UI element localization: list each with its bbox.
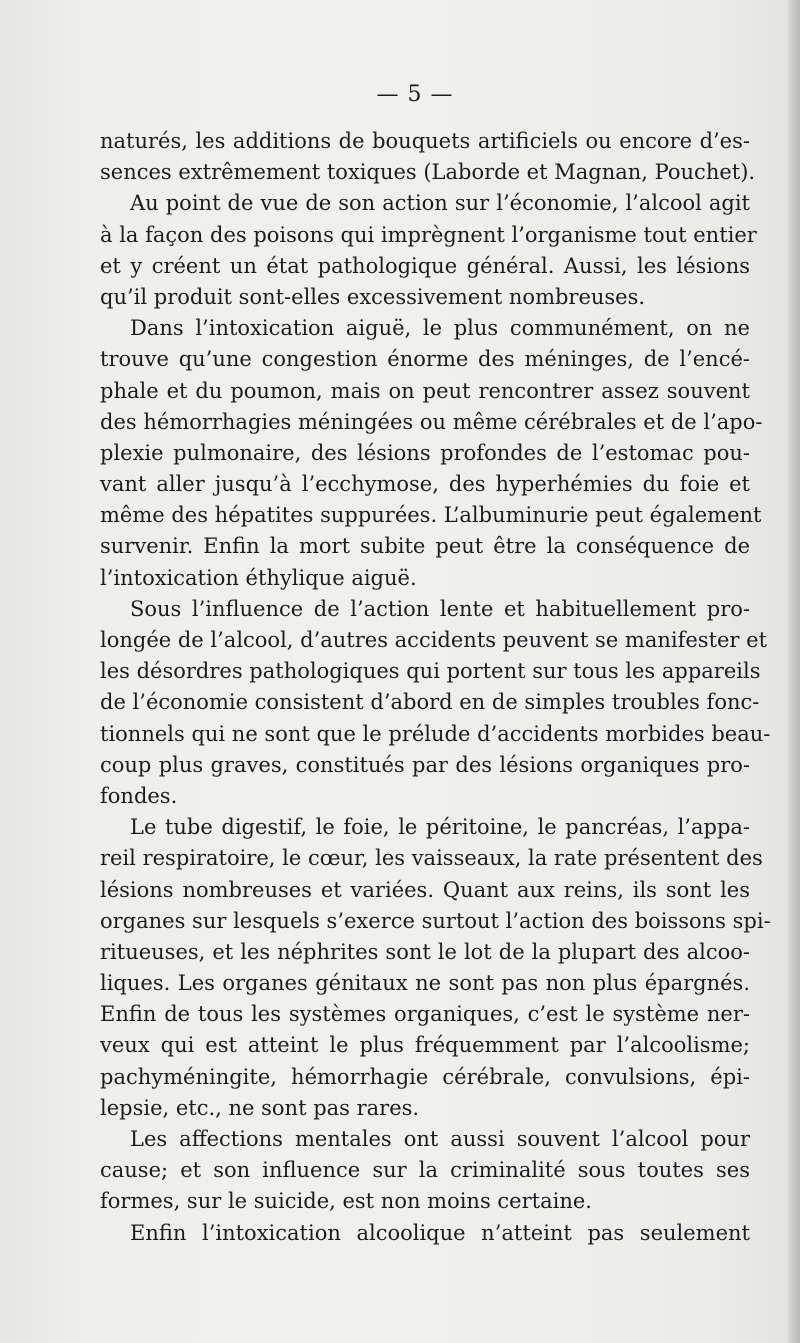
text-line: les désordres pathologiques qui portent sur tous les appareils [100, 659, 761, 684]
text-line: liques. Les organes génitaux ne sont pas non plus épargnés. [100, 971, 750, 996]
text-line: formes, sur le suicide, est non moins certaine. [100, 1189, 592, 1214]
text-line: organes sur lesquels s’exerce surtout l’action des boissons spi- [100, 908, 771, 933]
text-line: l’intoxication éthylique aiguë. [100, 565, 417, 590]
text-line: cause; et son influence sur la criminalité sous toutes ses [100, 1158, 750, 1183]
text-line: Les affections mentales ont aussi souvent l’alcool pour [130, 1127, 750, 1151]
text-line: Sous l’influence de l’action lente et habituellement pro- [130, 596, 750, 621]
page-number: — 5 — [376, 82, 454, 107]
text-line: trouve qu’une congestion énorme des méninges, de l’encé- [100, 347, 750, 372]
text-line: coup plus graves, constitués par des lésions organiques pro- [100, 752, 750, 777]
text-line: Dans l’intoxication aiguë, le plus communément, on ne [130, 316, 750, 341]
text-line: phale et du poumon, mais on peut rencontrer assez souvent [100, 378, 750, 403]
text-line: lepsie, etc., ne sont pas rares. [100, 1095, 420, 1120]
text-line: même des hépatites suppurées. L’albuminurie peut également [100, 503, 762, 528]
text-line: vant aller jusqu’à l’ecchymose, des hyperhémies du foie et [100, 472, 750, 497]
text-line: et y créent un état pathologique général. Aussi, les lésions [100, 253, 750, 278]
text-line: des hémorrhagies méningées ou même cérébrales et de l’apo- [100, 409, 763, 434]
text-line: reil respiratoire, le cœur, les vaisseaux, la rate présentent des [100, 846, 763, 871]
text-line: plexie pulmonaire, des lésions profondes de l’estomac pou- [100, 440, 750, 465]
text-line: survenir. Enfin la mort subite peut être la conséquence de [100, 534, 750, 559]
text-line: naturés, les additions de bouquets artificiels ou encore d’es- [100, 129, 750, 153]
text-line: longée de l’alcool, d’autres accidents peuvent se manifester et [100, 628, 768, 652]
text-line: à la façon des poisons qui imprègnent l’organisme tout entier [100, 222, 757, 247]
text-line: pachyméningite, hémorrhagie cérébrale, convulsions, épi- [100, 1064, 750, 1089]
text-line: tionnels qui ne sont que le prélude d’accidents morbides beau- [100, 721, 771, 746]
body-text [100, 126, 771, 1249]
text-line: fondes. [100, 783, 178, 808]
text-line: ritueuses, et les néphrites sont le lot de la plupart des alcoo- [100, 939, 750, 964]
text-line: sences extrêmement toxiques (Laborde et Magnan, Pouchet). [100, 160, 756, 185]
text-line: lésions nombreuses et variées. Quant aux reins, ils sont les [100, 877, 750, 902]
text-line: Au point de vue de son action sur l’économie, l’alcool agit [130, 191, 750, 216]
text-line: Le tube digestif, le foie, le péritoine, le pancréas, l’appa- [130, 815, 750, 840]
text-line: veux qui est atteint le plus fréquemment par l’alcoolisme; [100, 1033, 750, 1058]
text-line: Enfin de tous les systèmes organiques, c’est le système ner- [100, 1002, 750, 1027]
text-line: Enfin l’intoxication alcoolique n’atteint pas seulement [130, 1220, 750, 1245]
text-line: qu’il produit sont-elles excessivement nombreuses. [100, 284, 646, 309]
text-line: de l’économie consistent d’abord en de simples troubles fonc- [100, 690, 760, 715]
page-edge-shadow [788, 0, 800, 1343]
